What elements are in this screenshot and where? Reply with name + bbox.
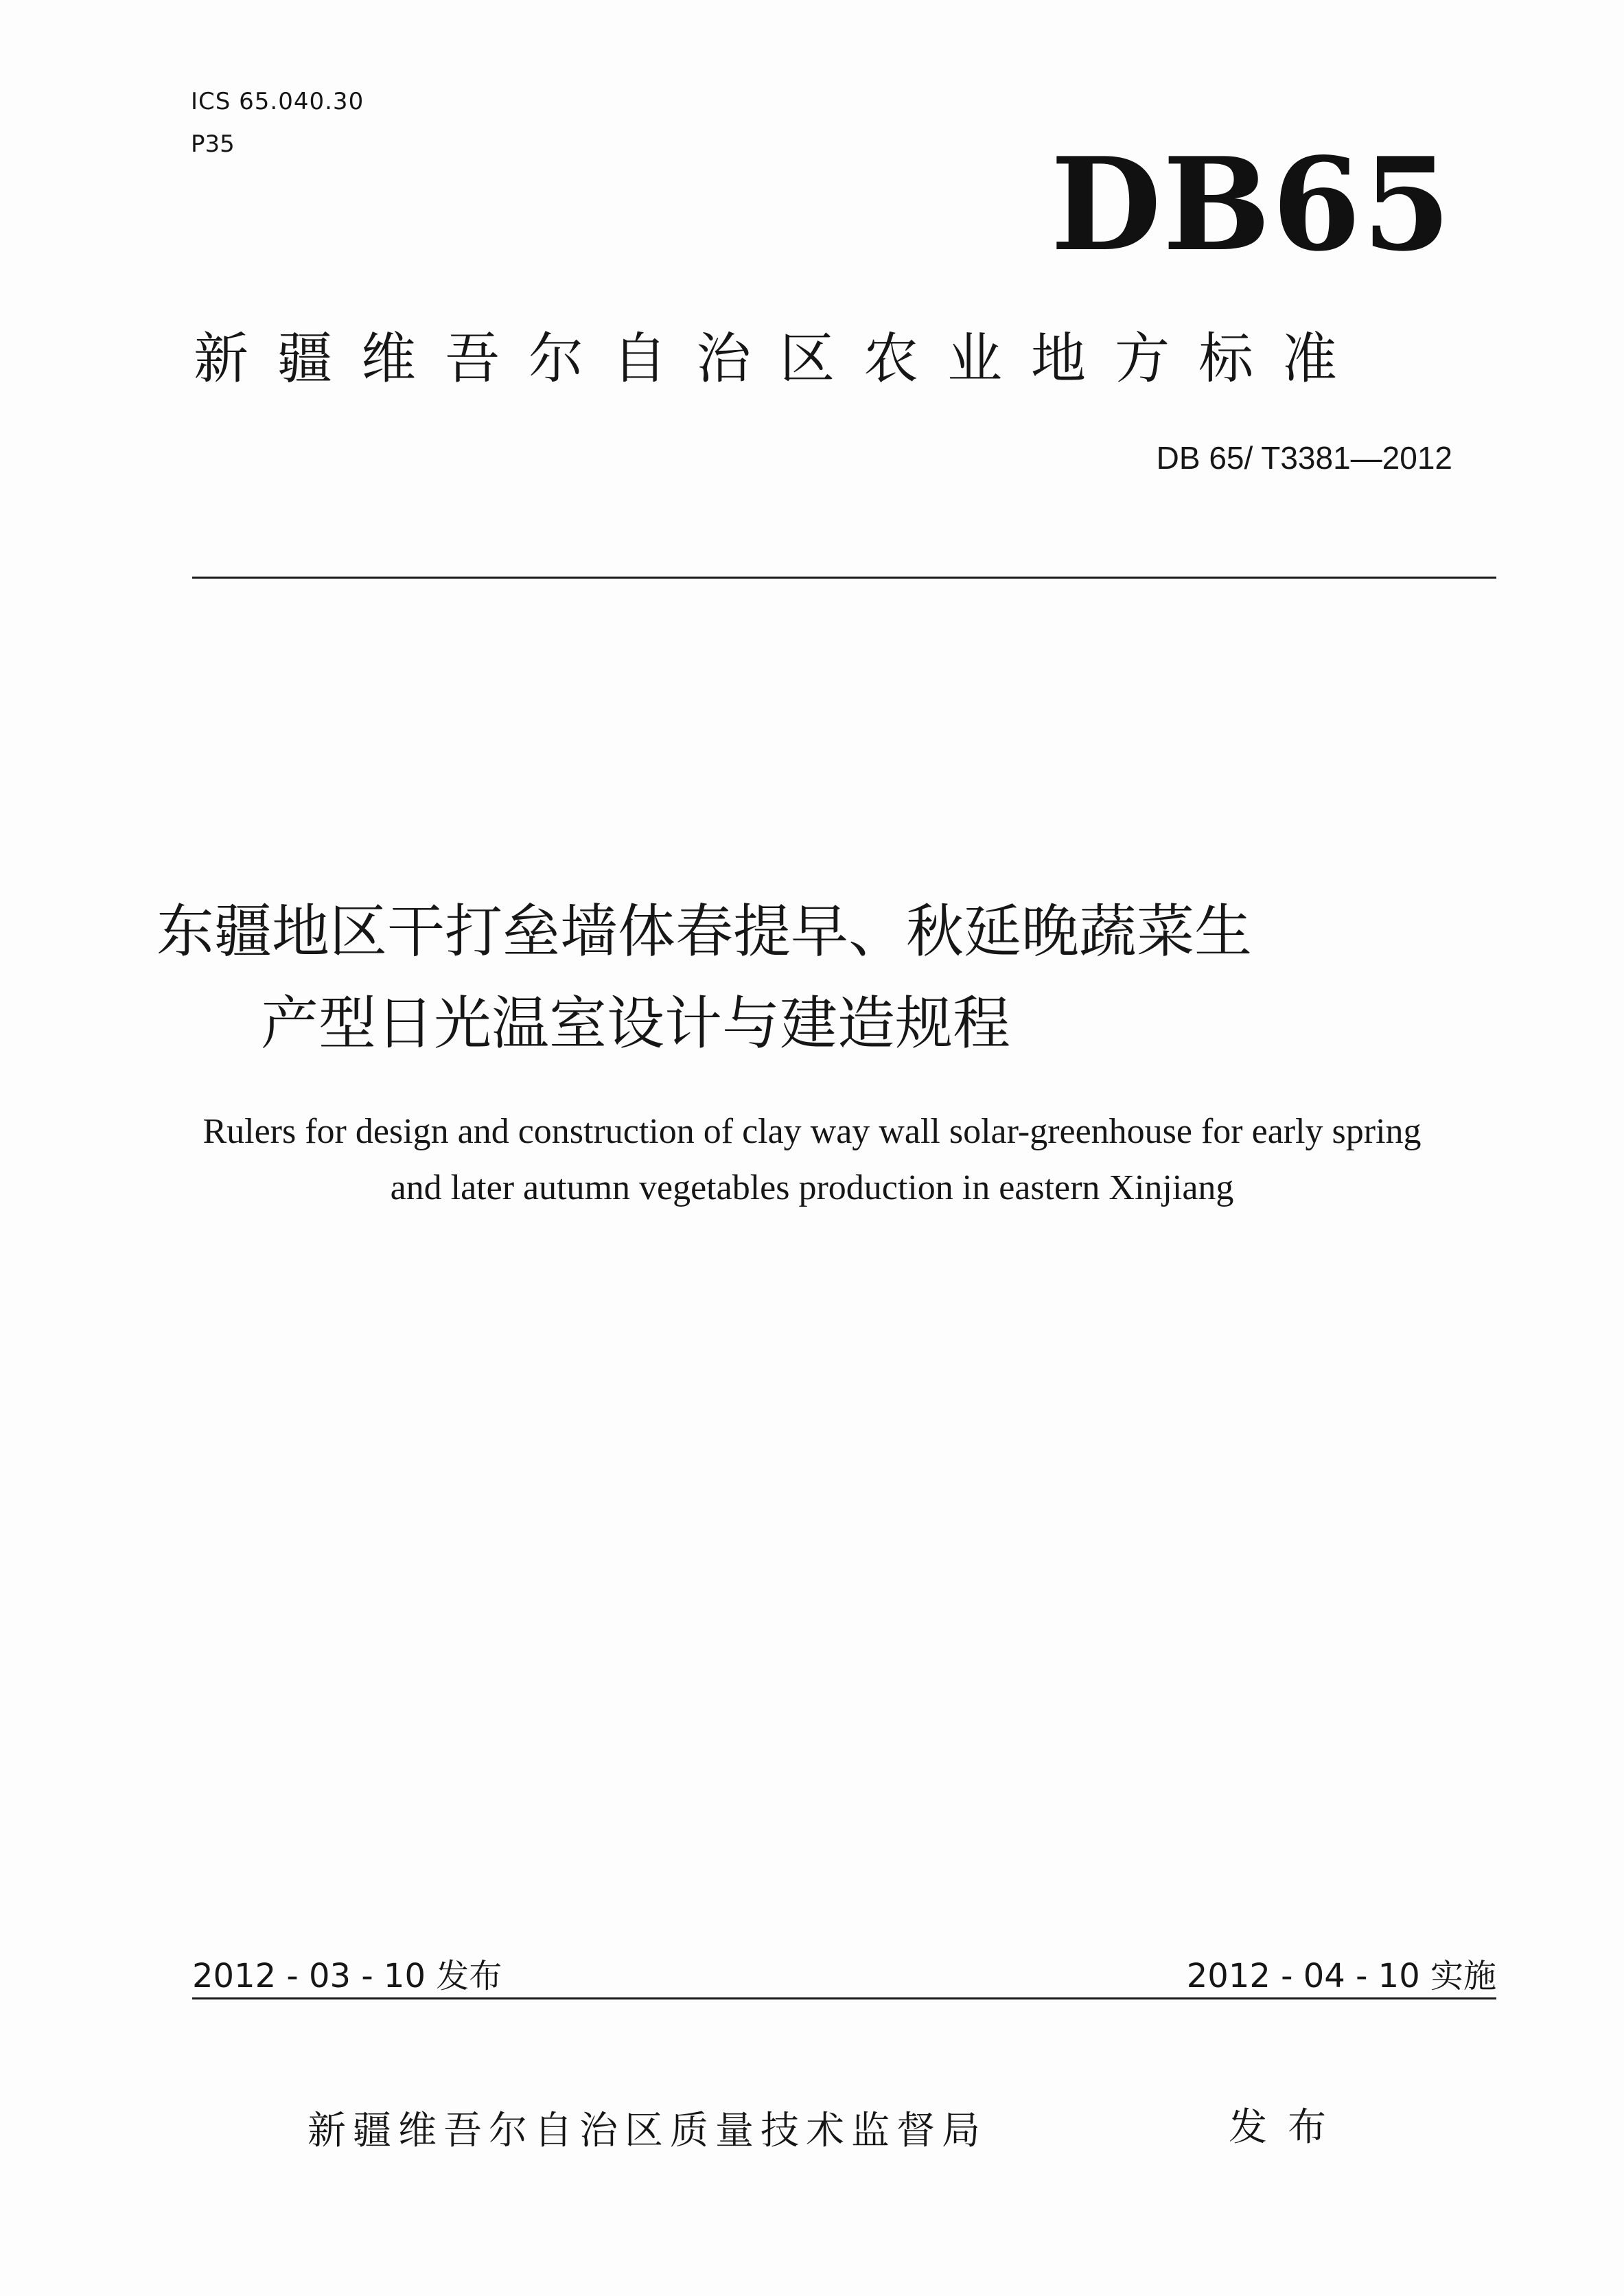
publisher-name: 新疆维吾尔自治区质量技术监督局 <box>308 2109 987 2153</box>
standard-type-heading: 新疆维吾尔自治区农业地方标准 <box>194 327 1366 391</box>
standard-number: DB 65/ T3381—2012 <box>1156 440 1452 476</box>
classification-code: P35 <box>191 130 235 158</box>
chinese-title-line-1: 东疆地区干打垒墙体春提早、秋延晚蔬菜生 <box>156 898 1253 965</box>
top-divider <box>192 577 1496 579</box>
bottom-divider <box>192 1997 1496 1999</box>
english-title-line-1: Rulers for design and construction of clay way wall solar-greenhouse for early spring <box>202 1112 1422 1151</box>
implementation-date: 2012 - 04 - 10 实施 <box>1186 1957 1496 1995</box>
issue-date: 2012 - 03 - 10 发布 <box>192 1957 502 1995</box>
chinese-title-line-2: 产型日光温室设计与建造规程 <box>261 990 1011 1057</box>
english-title-line-2: and later autumn vegetables production in eastern Xinjiang <box>390 1168 1234 1207</box>
ics-code: ICS 65.040.30 <box>191 88 364 115</box>
publish-label: 发布 <box>1229 2105 1347 2150</box>
english-title <box>0 1104 1624 1216</box>
db65-logo: DB65 <box>1050 129 1452 279</box>
